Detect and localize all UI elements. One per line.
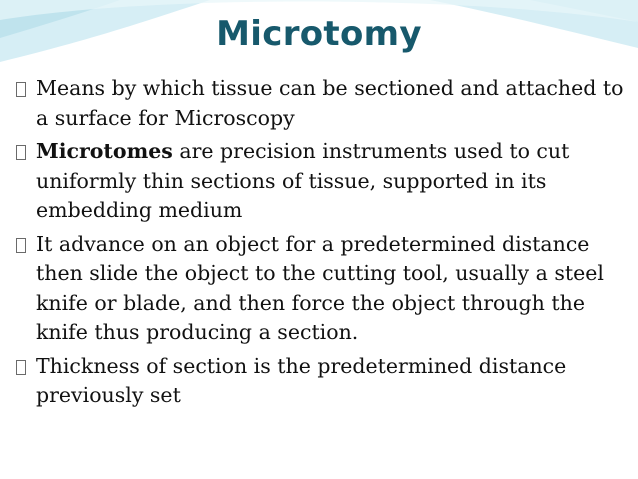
- bullet-item: [14, 74, 626, 133]
- bullet-text: It advance on an object for a predetermined distance then slide the object to the cutting tool, usually a steel knife or blade, and then force the object through the knife thus producing a section.: [36, 231, 604, 344]
- bullet-square-icon: [16, 360, 26, 375]
- bullet-square-icon: [16, 82, 26, 97]
- bullet-square-icon: [16, 238, 26, 253]
- bullet-item: [14, 230, 626, 348]
- bullet-list: [14, 74, 626, 415]
- bullet-square-icon: [16, 145, 26, 160]
- bullet-bold-term: Microtomes: [36, 139, 173, 163]
- bullet-text: Means by which tissue can be sectioned and attached to a surface for Microscopy: [36, 76, 624, 130]
- bullet-text: Thickness of section is the predetermined distance previously set: [36, 353, 567, 407]
- bullet-text: are precision instruments used to cut uniformly thin sections of tissue, supported in its embedding medium: [36, 139, 570, 222]
- bullet-item: [14, 352, 626, 411]
- bullet-item: [14, 137, 626, 226]
- slide-title: Microtomy: [216, 14, 422, 54]
